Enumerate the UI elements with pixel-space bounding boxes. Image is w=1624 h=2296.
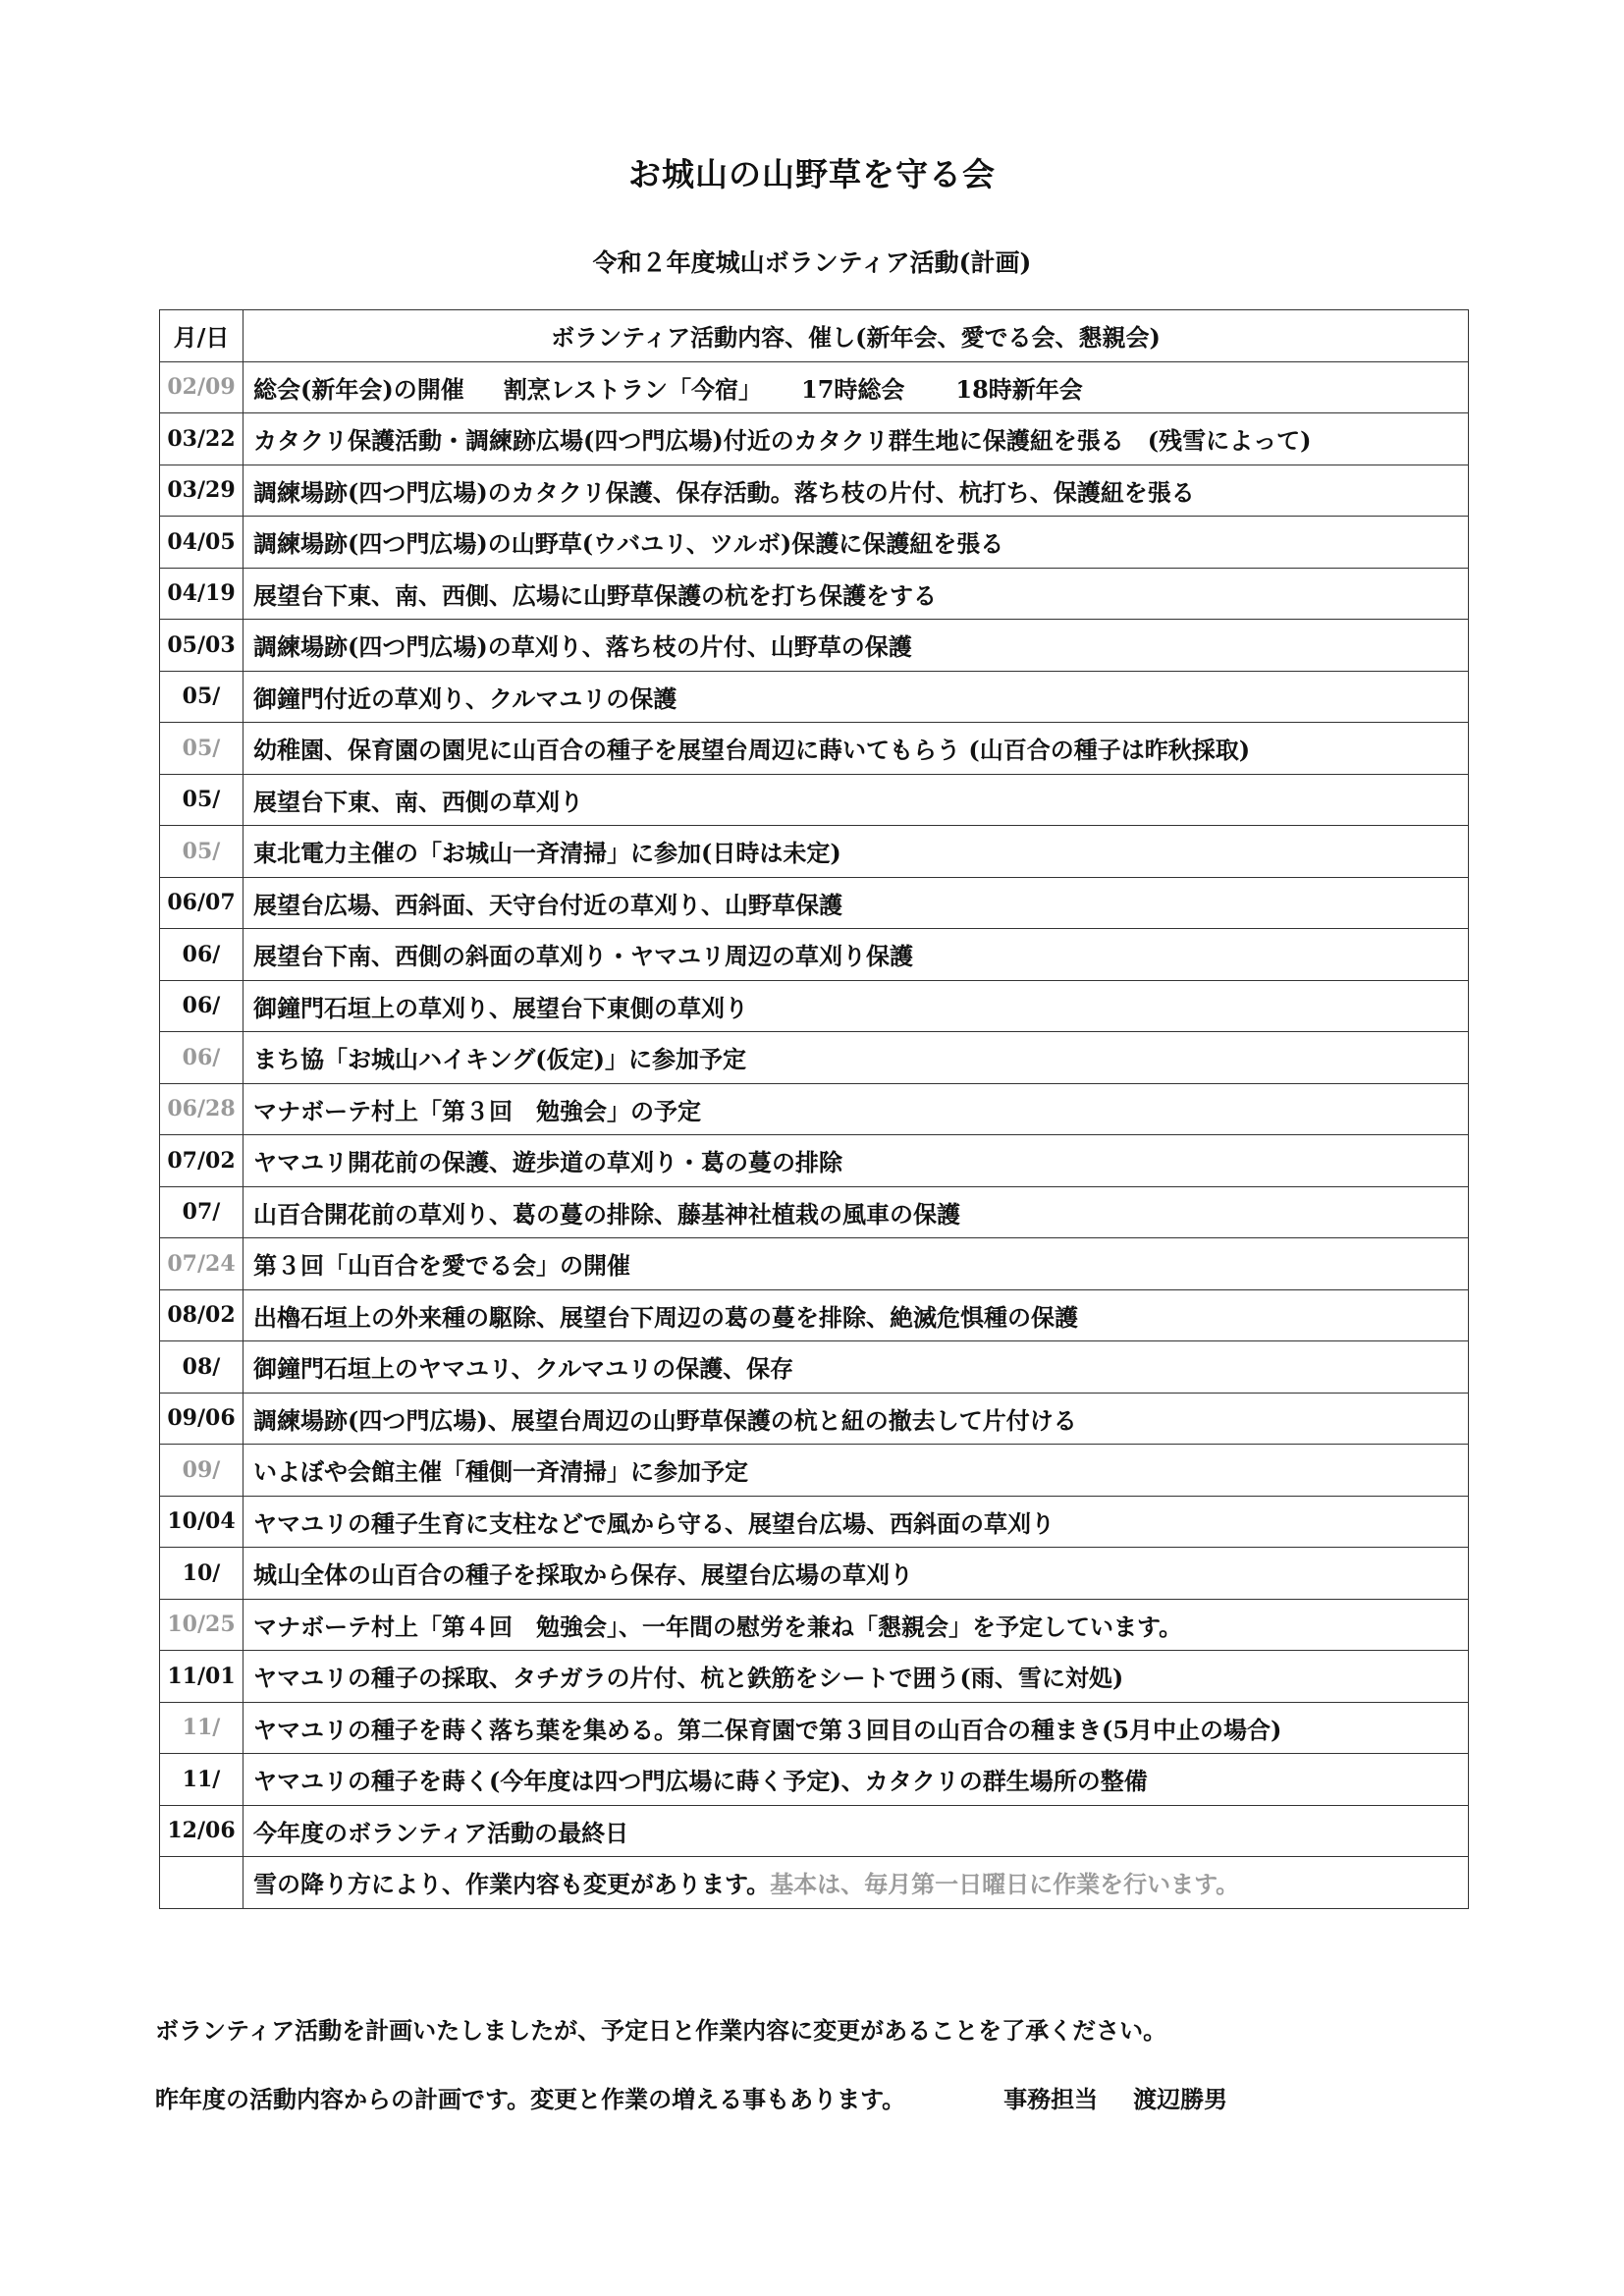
activity-part: 17時総会 [801, 374, 905, 404]
row-date: 04/19 [160, 568, 244, 620]
table-row [160, 1393, 1469, 1445]
row-activity: 調練場跡(四つ門広場)の草刈り、落ち枝の片付、山野草の保護 [244, 620, 1469, 672]
row-activity: 山百合開花前の草刈り、葛の蔓の排除、藤基神社植栽の風車の保護 [244, 1186, 1469, 1238]
row-activity: 城山全体の山百合の種子を採取から保存、展望台広場の草刈り [244, 1548, 1469, 1600]
table-row [160, 671, 1469, 723]
row-activity: 調練場跡(四つ門広場)のカタクリ保護、保存活動。落ち枝の片付、杭打ち、保護紐を張る [244, 465, 1469, 517]
row-activity: 展望台下東、南、西側、広場に山野草保護の杭を打ち保護をする [244, 568, 1469, 620]
table-row [160, 1238, 1469, 1290]
row-date: 06/28 [160, 1083, 244, 1135]
table-row [160, 1289, 1469, 1341]
row-date: 10/ [160, 1548, 244, 1600]
row-date: 05/ [160, 774, 244, 826]
row-date: 02/09 [160, 361, 244, 413]
table-row [160, 929, 1469, 981]
activity-part: 割烹レストラン「今宿」 [503, 374, 762, 404]
footer-name: 渡辺勝男 [1133, 2085, 1228, 2113]
row-activity: ヤマユリの種子を蒔く落ち葉を集める。第二保育園で第３回目の山百合の種まき(5月中止の場合) [244, 1702, 1469, 1754]
row-activity: まち協「お城山ハイキング(仮定)」に参加予定 [244, 1032, 1469, 1084]
row-activity: 第３回「山百合を愛でる会」の開催 [244, 1238, 1469, 1290]
table-row [160, 877, 1469, 929]
table-header-row [160, 310, 1469, 362]
table-row [160, 1341, 1469, 1394]
table-row-note [160, 1857, 1469, 1909]
page-title: お城山の山野草を守る会 [628, 155, 996, 193]
row-date: 10/04 [160, 1496, 244, 1548]
row-date: 08/ [160, 1341, 244, 1394]
table-row [160, 413, 1469, 465]
row-date: 04/05 [160, 517, 244, 569]
row-date: 03/22 [160, 413, 244, 465]
table-row [160, 980, 1469, 1032]
table-row [160, 1445, 1469, 1497]
row-date: 07/24 [160, 1238, 244, 1290]
row-date: 06/ [160, 980, 244, 1032]
row-date: 05/ [160, 723, 244, 775]
row-activity: 出櫓石垣上の外来種の駆除、展望台下周辺の葛の蔓を排除、絶滅危惧種の保護 [244, 1289, 1469, 1341]
row-date: 07/02 [160, 1135, 244, 1187]
row-activity: 調練場跡(四つ門広場)、展望台周辺の山野草保護の杭と紐の撤去して片付ける [244, 1393, 1469, 1445]
row-activity: 御鐘門付近の草刈り、クルマユリの保護 [244, 671, 1469, 723]
table-row [160, 568, 1469, 620]
row-activity: 展望台広場、西斜面、天守台付近の草刈り、山野草保護 [244, 877, 1469, 929]
row-activity: カタクリ保護活動・調練跡広場(四つ門広場)付近のカタクリ群生地に保護紐を張る (残雪によって) [244, 413, 1469, 465]
table-row [160, 465, 1469, 517]
table-row [160, 1702, 1469, 1754]
row-date: 07/ [160, 1186, 244, 1238]
row-date: 11/ [160, 1702, 244, 1754]
row-activity: ヤマユリの種子生育に支柱などで風から守る、展望台広場、西斜面の草刈り [244, 1496, 1469, 1548]
activity-part: 総会(新年会)の開催 [253, 374, 464, 404]
row-activity: 調練場跡(四つ門広場)の山野草(ウバユリ、ツルボ)保護に保護紐を張る [244, 517, 1469, 569]
table-row [160, 1135, 1469, 1187]
row-activity: マナボーテ村上「第４回 勉強会」、一年間の慰労を兼ね「懇親会」を予定しています。 [244, 1599, 1469, 1651]
row-date: 05/ [160, 671, 244, 723]
row-activity: 展望台下南、西側の斜面の草刈り・ヤマユリ周辺の草刈り保護 [244, 929, 1469, 981]
row-activity [244, 1857, 1469, 1909]
row-activity: 東北電力主催の「お城山一斉清掃」に参加(日時は未定) [244, 826, 1469, 878]
footer-role: 事務担当 [1003, 2085, 1099, 2113]
row-date: 05/ [160, 826, 244, 878]
table-row [160, 1032, 1469, 1084]
activity-part: 18時新年会 [955, 374, 1083, 404]
row-activity: ヤマユリの種子を蒔く(今年度は四つ門広場に蒔く予定)、カタクリの群生場所の整備 [244, 1754, 1469, 1806]
row-date: 10/25 [160, 1599, 244, 1651]
row-activity: いよぼや会館主催「種側一斉清掃」に参加予定 [244, 1445, 1469, 1497]
table-row [160, 1651, 1469, 1703]
schedule-table [159, 309, 1469, 1909]
table-row [160, 826, 1469, 878]
row-date: 11/ [160, 1754, 244, 1806]
row-date: 06/ [160, 1032, 244, 1084]
table-row [160, 1496, 1469, 1548]
table-row [160, 1548, 1469, 1600]
row-activity: 幼稚園、保育園の園児に山百合の種子を展望台周辺に蒔いてもらう (山百合の種子は昨秋採取) [244, 723, 1469, 775]
row-date: 05/03 [160, 620, 244, 672]
row-date: 09/ [160, 1445, 244, 1497]
table-row [160, 774, 1469, 826]
table-row [160, 361, 1469, 413]
table-row [160, 517, 1469, 569]
row-date: 08/02 [160, 1289, 244, 1341]
row-date: 09/06 [160, 1393, 244, 1445]
table-row [160, 620, 1469, 672]
row-date: 06/07 [160, 877, 244, 929]
row-activity: 御鐘門石垣上の草刈り、展望台下東側の草刈り [244, 980, 1469, 1032]
footer-signature-line [155, 2080, 1227, 2114]
row-activity: 今年度のボランティア活動の最終日 [244, 1805, 1469, 1857]
snow-note: 雪の降り方により、作業内容も変更があります。 [253, 1870, 771, 1899]
row-activity: マナボーテ村上「第３回 勉強会」の予定 [244, 1083, 1469, 1135]
row-date: 11/01 [160, 1651, 244, 1703]
header-date: 月/日 [160, 310, 244, 362]
table-row [160, 1599, 1469, 1651]
row-date: 06/ [160, 929, 244, 981]
footer-plan-note: 昨年度の活動内容からの計画です。変更と作業の増える事もあります。 [155, 2085, 906, 2113]
row-date: 12/06 [160, 1805, 244, 1857]
table-row [160, 1186, 1469, 1238]
row-activity: ヤマユリ開花前の保護、遊歩道の草刈り・葛の蔓の排除 [244, 1135, 1469, 1187]
table-row [160, 1754, 1469, 1806]
table-row [160, 1805, 1469, 1857]
page-subtitle: 令和２年度城山ボランティア活動(計画) [592, 248, 1032, 277]
table-row [160, 723, 1469, 775]
schedule-rule-note: 基本は、毎月第一日曜日に作業を行います。 [770, 1870, 1240, 1899]
row-activity: 御鐘門石垣上のヤマユリ、クルマユリの保護、保存 [244, 1341, 1469, 1394]
footer-note: ボランティア活動を計画いたしましたが、予定日と作業内容に変更があることを了承ください。 [155, 2016, 1167, 2045]
row-date [160, 1857, 244, 1909]
row-activity: ヤマユリの種子の採取、タチガラの片付、杭と鉄筋をシートで囲う(雨、雪に対処) [244, 1651, 1469, 1703]
table-row [160, 1083, 1469, 1135]
row-date: 03/29 [160, 465, 244, 517]
header-activity: ボランティア活動内容、催し(新年会、愛でる会、懇親会) [244, 310, 1469, 362]
row-activity: 展望台下東、南、西側の草刈り [244, 774, 1469, 826]
row-activity [244, 361, 1469, 413]
